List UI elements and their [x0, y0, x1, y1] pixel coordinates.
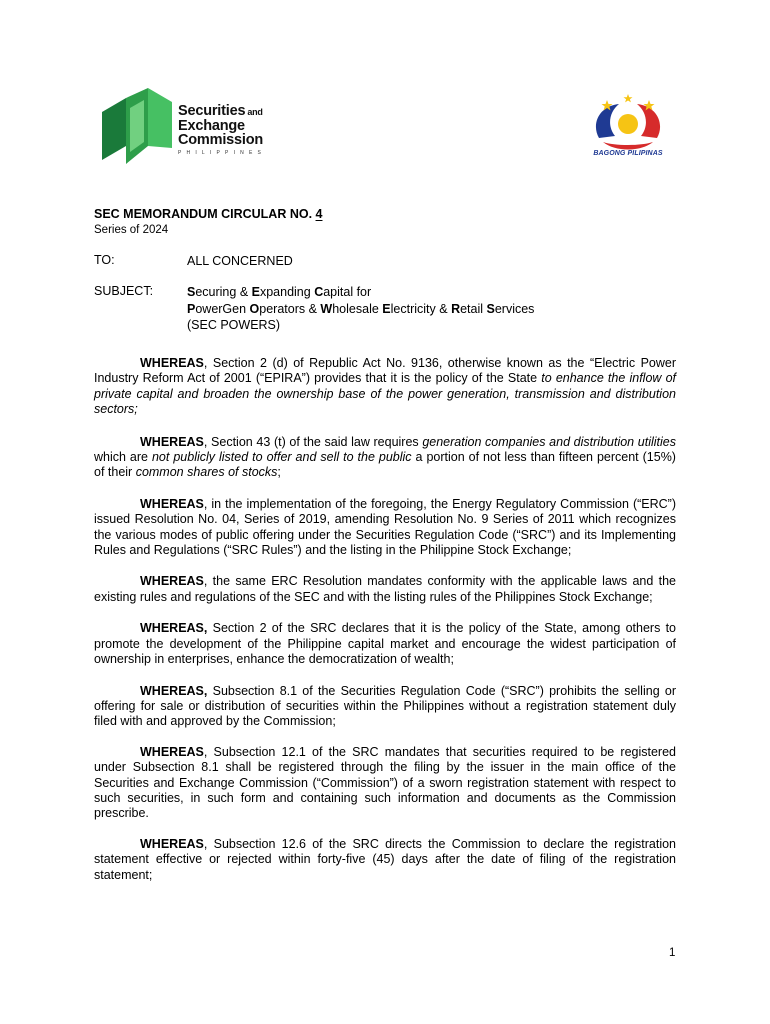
text-run: lectricity &	[390, 301, 452, 316]
text-run: , the same ERC Resolution mandates conformity with the applicable laws and the existing rules and regulations of the SEC and with the listing rules of the Philippines Stock Exchange;	[94, 574, 676, 604]
emblem-arc	[603, 142, 653, 150]
text-run: ecuring &	[195, 285, 252, 299]
bold-run: WHEREAS	[140, 434, 204, 449]
bagong-pilipinas-emblem-icon	[585, 94, 671, 152]
memo-title-prefix: SEC MEMORANDUM CIRCULAR NO.	[94, 207, 316, 221]
subject-label: SUBJECT:	[94, 284, 154, 298]
italic-run: generation companies and distribution utilities	[422, 434, 676, 449]
emblem-star-center	[624, 94, 633, 102]
italic-run: common shares of stocks	[135, 465, 278, 480]
text-run: , Section 43 (t) of the said law requires	[203, 434, 423, 449]
subject-line	[187, 284, 534, 301]
sec-word-commission: Commission	[178, 132, 264, 148]
text-run: (SEC POWERS)	[187, 318, 281, 332]
text-run: owerGen	[195, 301, 250, 316]
bold-run: WHEREAS,	[140, 621, 208, 636]
whereas-paragraph	[94, 837, 676, 883]
sec-word-and: and	[247, 107, 263, 117]
subject-value	[187, 284, 534, 334]
emblem-facet-left	[102, 98, 126, 160]
whereas-paragraph	[94, 621, 676, 667]
bold-run: P	[187, 301, 196, 316]
text-run: etail	[460, 301, 487, 316]
bold-run: WHEREAS,	[140, 683, 208, 698]
bold-run: O	[249, 301, 260, 316]
sec-logo	[100, 86, 290, 166]
whereas-paragraph	[94, 574, 676, 605]
sec-wordmark	[178, 104, 266, 156]
text-run: ;	[277, 465, 281, 480]
sec-logo-emblem-icon	[100, 86, 176, 166]
whereas-paragraph	[94, 745, 676, 822]
emblem-blue-swoosh	[596, 104, 619, 138]
text-run: which are	[94, 450, 152, 465]
bold-run: WHEREAS	[140, 496, 204, 511]
bold-run: WHEREAS	[140, 744, 204, 759]
text-run: Subsection 8.1 of the Securities Regulation Code (“SRC”) prohibits the selling or offering for sale or distribution of securities within the Philippines without a registration statement duly filed with and approved by the Commission;	[94, 683, 676, 729]
bold-run: E	[251, 285, 260, 299]
bold-run: S	[486, 301, 495, 316]
text-run: ervices	[494, 301, 535, 316]
text-run: , in the implementation of the foregoing, the Energy Regulatory Commission (“ERC”) issued Resolution No. 04, Series of 2019, amending Resolution No. 9 Series of 2011 which recognizes the various modes of public offering under the Securities Regulation Code (“SRC”) and its Implementing Rules and Regulations (“SRC Rules”) and the listing in the Philippine Stock Exchange;	[94, 496, 676, 558]
whereas-paragraph	[94, 356, 676, 418]
text-run: , Section 2 (d) of Republic Act No. 9136, otherwise known as the “Electric Power Industry Reform Act of 2001 (“EPIRA”) provides that it is the policy of the State	[94, 356, 676, 386]
bagong-pilipinas-logo	[585, 94, 671, 164]
bold-run: WHEREAS	[140, 356, 204, 370]
bold-run: C	[314, 285, 324, 299]
italic-run: not publicly listed to offer and sell to the public	[151, 450, 412, 465]
memo-series: Series of 2024	[94, 224, 169, 236]
bold-run: W	[320, 301, 333, 316]
to-label: TO:	[94, 253, 115, 267]
whereas-paragraph	[94, 435, 676, 481]
bold-run: WHEREAS	[140, 836, 204, 851]
subject-line	[187, 301, 534, 318]
subject-line	[187, 317, 534, 334]
to-value: ALL CONCERNED	[187, 254, 293, 268]
text-run: , Subsection 12.6 of the SRC directs the Commission to declare the registration statement effective or rejected within forty-five (45) days after the date of filing of the registration statement;	[94, 836, 676, 882]
memo-title	[94, 207, 322, 221]
text-run: Section 2 of the SRC declares that it is the policy of the State, among others to promote the development of the Philippine capital market and encourage the widest participation of ownership in enterprises, enhance the democratization of wealth;	[94, 621, 676, 667]
bold-run: S	[187, 285, 196, 299]
sec-word-philippines: PHILIPPINES	[178, 149, 267, 156]
sec-word-securities: Securities	[178, 103, 246, 119]
italic-run: to enhance the inflow of private capital and broaden the ownership base of the power generation, transmission and distribution sectors;	[94, 371, 676, 417]
text-run: perators &	[259, 301, 321, 316]
text-run: holesale	[332, 301, 383, 316]
memo-title-number: 4	[315, 207, 323, 221]
text-run: a portion of not less than fifteen percent (15%) of their	[94, 450, 676, 480]
bold-run: R	[451, 301, 461, 316]
page-number: 1	[669, 947, 676, 959]
emblem-red-swoosh	[637, 104, 660, 138]
text-run: , Subsection 12.1 of the SRC mandates that securities required to be registered under Subsection 8.1 shall be registered through the filing by the issuer in the main office of the Securities and Exchange Commission (“Commission”) of a sworn registration statement with respect to such securities, in such form and containing such information and documents as the Commission prescribe.	[94, 744, 676, 821]
memo-body	[94, 356, 676, 883]
bold-run: E	[382, 301, 391, 316]
bold-run: WHEREAS	[140, 574, 204, 589]
text-run: apital for	[323, 285, 372, 299]
whereas-paragraph	[94, 684, 676, 730]
emblem-facet-right	[148, 88, 172, 148]
text-run: xpanding	[259, 285, 315, 299]
whereas-paragraph	[94, 497, 676, 559]
sec-word-exchange: Exchange	[178, 117, 245, 134]
bagong-pilipinas-text: BAGONG PILIPINAS	[593, 150, 663, 157]
emblem-sun	[618, 114, 638, 134]
